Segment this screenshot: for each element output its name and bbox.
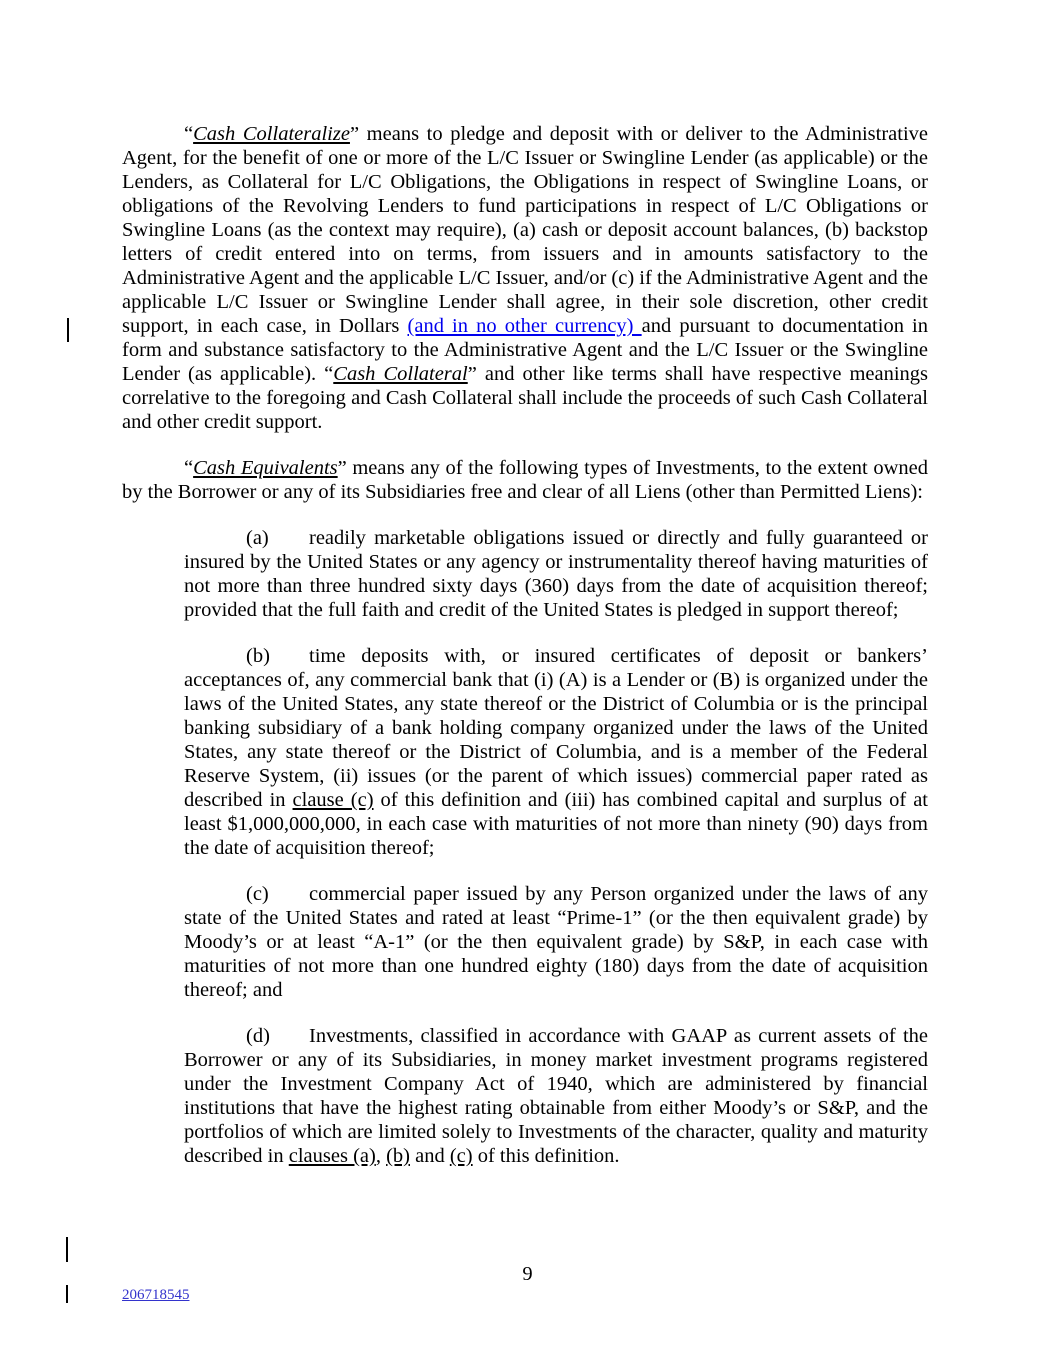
clause-d-label: (d)	[246, 1025, 270, 1047]
body-run: commercial paper issued by any Person organized under the laws of any state of the United States and rated at least “Prime-1” (or the then equivalent grade) by Moody’s or at least “A-1” (or the then equivalent grade) by S&P, in each case with maturities of not more than one hundred eighty (180) days from the date of acquisition thereof; and	[184, 883, 928, 1001]
body-run: readily marketable obligations issued or directly and fully guaranteed or insured by the United States or any agency or instrumentality thereof having maturities of not more than three hundred sixty days (360) days from the date of acquisition thereof; provided that the full faith and credit of the United States is pledged in support thereof;	[184, 527, 928, 621]
open-quote: “	[184, 457, 194, 479]
cross-reference-clause-b: (b)	[386, 1145, 410, 1167]
body-run: of this definition.	[472, 1145, 620, 1167]
revision-change-bar-insertion-line	[67, 318, 69, 342]
cross-reference-clause-c: (c)	[449, 1145, 473, 1167]
open-quote: “	[184, 123, 194, 145]
document-body	[122, 122, 928, 1190]
body-run: ” means to pledge and deposit with or deliver to the Administrative Agent, for the benefit of one or more of the L/C Issuer or Swingline Lender (as applicable) or the Lenders, as Collateral for L/C Obligations, the Obligations in respect of Swingline Loans, or obligations of the Revolving Lenders to fund participations in respect of L/C Obligations or Swingline Loans (as the context may require), (a) cash or deposit account balances, (b) backstop letters of credit entered into on terms, from issuers and in amounts satisfactory to the Administrative Agent and the applicable L/C Issuer, and/or (c) if the Administrative Agent and the applicable L/C Issuer or Swingline Lender shall agree, in their sole discretion, other credit support, in each case, in Dollars	[122, 123, 928, 337]
body-run: ” means any of the following types of Investments, to the extent owned by the Borrower or any of its Subsidiaries free and clear of all Liens (other than Permitted Liens):	[122, 457, 929, 503]
footer-doc-id-link[interactable]: 206718545	[122, 1287, 190, 1303]
body-run: ” and other like terms shall have respective meanings correlative to the foregoing and Cash Collateral shall include the proceeds of such Cash Collateral and other credit support.	[122, 363, 929, 433]
defined-term-cash-collateral: Cash Collateral	[333, 363, 468, 385]
clause-c-paragraph	[184, 882, 928, 1002]
defined-term-cash-equivalents: Cash Equivalents	[193, 457, 338, 479]
body-run: and	[409, 1145, 450, 1167]
revision-change-bar-footer-lower	[66, 1285, 68, 1303]
cross-reference-clause-c: clause (c)	[292, 789, 374, 811]
clause-a-paragraph	[184, 526, 928, 622]
clause-d-paragraph	[184, 1024, 928, 1168]
paragraph-cash-collateralize	[122, 122, 928, 434]
cross-reference-clauses-a: clauses (a)	[288, 1145, 376, 1167]
body-run: and pursuant to documentation in form and substance satisfactory to the Administrative Agent and the L/C Issuer or the Swingline Lender (as applicable). “	[122, 315, 929, 385]
clause-b-paragraph	[184, 644, 928, 860]
redline-inserted-text: (and in no other currency)	[407, 315, 642, 337]
clause-a-label: (a)	[246, 527, 269, 549]
body-run: ,	[375, 1145, 387, 1167]
paragraph-cash-equivalents	[122, 456, 928, 504]
clause-c-label: (c)	[246, 883, 269, 905]
defined-term-cash-collateralize: Cash Collateralize	[193, 123, 350, 145]
body-run: time deposits with, or insured certificates of deposit or bankers’ acceptances of, any commercial bank that (i) (A) is a Lender or (B) is organized under the laws of the United States, any state thereof or the District of Columbia or is the principal banking subsidiary of a bank holding company organized under the laws of the United States, any state thereof or the District of Columbia, and is a member of the Federal Reserve System, (ii) issues (or the parent of which issues) commercial paper rated as described in	[184, 645, 928, 811]
clause-b-label: (b)	[246, 645, 270, 667]
body-run: of this definition and (iii) has combined capital and surplus of at least $1,000,000,000, in each case with maturities of not more than ninety (90) days from the date of acquisition thereof;	[184, 789, 928, 859]
revision-change-bar-footer-upper	[66, 1237, 68, 1262]
page-number: 9	[522, 1263, 533, 1285]
body-run: Investments, classified in accordance with GAAP as current assets of the Borrower or any of its Subsidiaries, in money market investment programs registered under the Investment Company Act of 1940, which are administered by financial institutions that have the highest rating obtainable from either Moody’s or S&P, and the portfolios of which are limited solely to Investments of the character, quality and maturity described in	[184, 1025, 928, 1167]
